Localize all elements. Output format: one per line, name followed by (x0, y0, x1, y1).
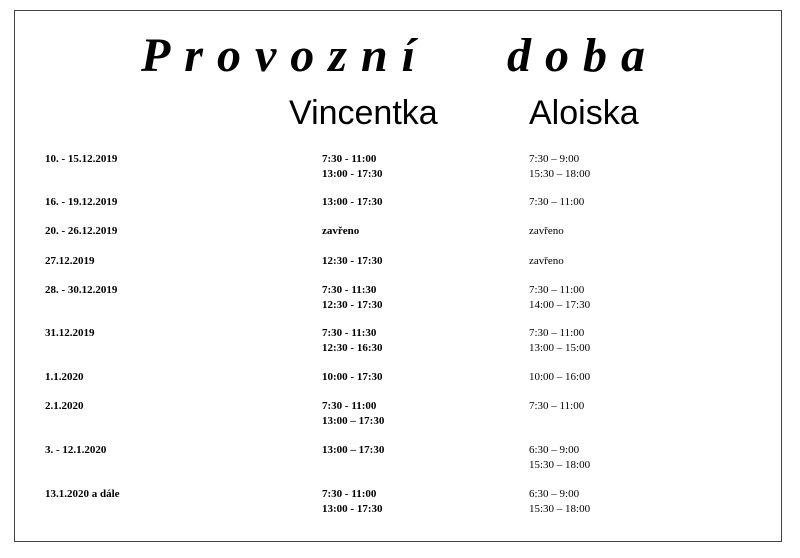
schedule-row (0, 399, 800, 431)
aloiska-hours-line: 15:30 – 18:00 (529, 459, 591, 471)
schedule-row (0, 195, 800, 227)
vincentka-hours (322, 399, 384, 429)
aloiska-hours-line: 7:30 – 11:00 (529, 284, 585, 296)
aloiska-hours-line: 15:30 – 18:00 (529, 503, 591, 515)
vincentka-hours (322, 443, 384, 458)
aloiska-hours (529, 487, 590, 517)
row-date: 28. - 30.12.2019 (45, 284, 118, 296)
vincentka-hours-line: 7:30 - 11:30 (322, 327, 377, 339)
vincentka-hours-line: zavřeno (322, 225, 360, 237)
aloiska-hours-line: 7:30 – 11:00 (529, 327, 585, 339)
vincentka-hours-line: 13:00 - 17:30 (322, 168, 383, 180)
column-header-aloiska: Aloiska (529, 94, 639, 132)
aloiska-hours (529, 152, 590, 182)
schedule-row (0, 326, 800, 358)
row-date: 16. - 19.12.2019 (45, 196, 118, 208)
vincentka-hours (322, 487, 383, 517)
row-date: 3. - 12.1.2020 (45, 444, 107, 456)
aloiska-hours (529, 370, 590, 385)
aloiska-hours (529, 254, 564, 269)
vincentka-hours (322, 370, 383, 385)
row-date: 10. - 15.12.2019 (45, 153, 118, 165)
aloiska-hours-line: 13:00 – 15:00 (529, 342, 591, 354)
schedule-row (0, 152, 800, 184)
vincentka-hours-line: 12:30 - 17:30 (322, 299, 383, 311)
aloiska-hours-line: zavřeno (529, 255, 564, 267)
vincentka-hours (322, 283, 383, 313)
vincentka-hours (322, 224, 359, 239)
aloiska-hours (529, 195, 584, 210)
schedule-row (0, 254, 800, 286)
row-date: 27.12.2019 (45, 255, 95, 267)
vincentka-hours-line: 12:30 - 17:30 (322, 255, 383, 267)
schedule-row (0, 443, 800, 475)
aloiska-hours (529, 283, 590, 313)
vincentka-hours (322, 152, 383, 182)
schedule-row (0, 370, 800, 402)
vincentka-hours-line: 13:00 - 17:30 (322, 196, 383, 208)
aloiska-hours-line: 7:30 – 11:00 (529, 196, 585, 208)
aloiska-hours-line: 6:30 – 9:00 (529, 444, 580, 456)
aloiska-hours (529, 399, 584, 414)
schedule-row (0, 224, 800, 256)
vincentka-hours-line: 7:30 - 11:00 (322, 400, 377, 412)
vincentka-hours (322, 195, 383, 210)
vincentka-hours-line: 13:00 – 17:30 (322, 444, 385, 456)
aloiska-hours-line: 15:30 – 18:00 (529, 168, 591, 180)
row-date: 20. - 26.12.2019 (45, 225, 118, 237)
row-date: 2.1.2020 (45, 400, 84, 412)
aloiska-hours (529, 224, 564, 239)
vincentka-hours-line: 7:30 - 11:00 (322, 488, 377, 500)
schedule-row (0, 487, 800, 519)
vincentka-hours-line: 13:00 - 17:30 (322, 503, 383, 515)
aloiska-hours (529, 443, 590, 473)
row-date: 1.1.2020 (45, 371, 84, 383)
row-date: 31.12.2019 (45, 327, 95, 339)
vincentka-hours-line: 7:30 - 11:30 (322, 284, 377, 296)
vincentka-hours-line: 12:30 - 16:30 (322, 342, 383, 354)
page-title: Provozní doba (140, 29, 659, 82)
vincentka-hours (322, 254, 383, 269)
aloiska-hours-line: 6:30 – 9:00 (529, 488, 580, 500)
row-date: 13.1.2020 a dále (45, 488, 120, 500)
aloiska-hours-line: 7:30 – 9:00 (529, 153, 580, 165)
aloiska-hours-line: zavřeno (529, 225, 564, 237)
schedule-row (0, 283, 800, 315)
aloiska-hours-line: 10:00 – 16:00 (529, 371, 591, 383)
vincentka-hours-line: 13:00 – 17:30 (322, 415, 385, 427)
column-header-vincentka: Vincentka (289, 94, 438, 132)
aloiska-hours (529, 326, 590, 356)
aloiska-hours-line: 7:30 – 11:00 (529, 400, 585, 412)
vincentka-hours (322, 326, 383, 356)
vincentka-hours-line: 10:00 - 17:30 (322, 371, 383, 383)
vincentka-hours-line: 7:30 - 11:00 (322, 153, 377, 165)
aloiska-hours-line: 14:00 – 17:30 (529, 299, 591, 311)
